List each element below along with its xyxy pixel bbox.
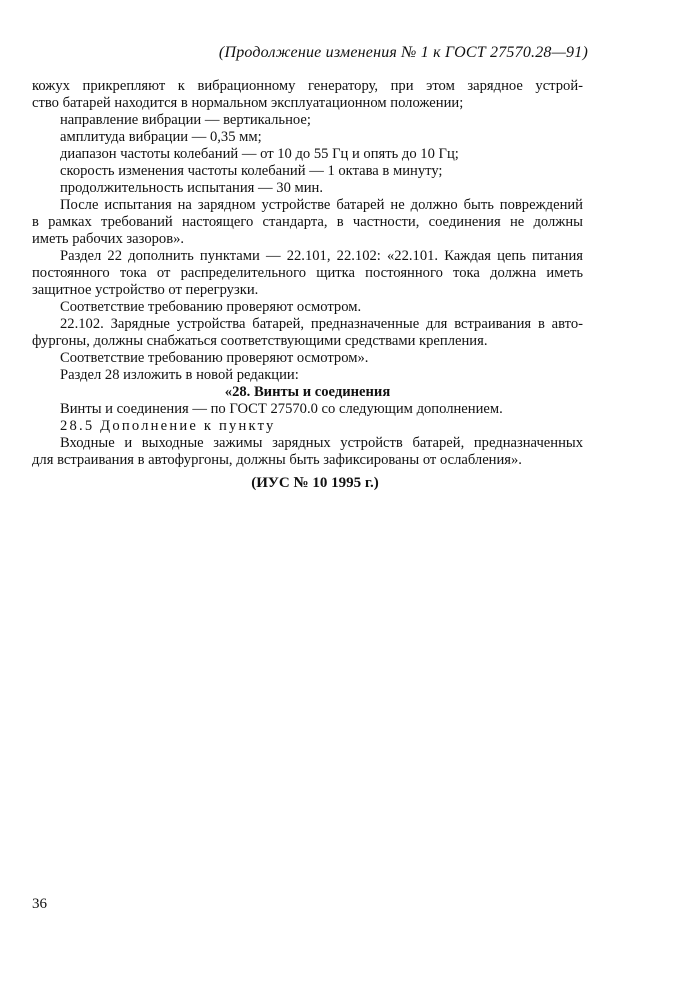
text-line: Винты и соединения — по ГОСТ 27570.0 со следующим дополнением. bbox=[60, 401, 503, 417]
text-line: 22.102. Зарядные устройства батарей, предназначенные для встраивания в авто- bbox=[60, 316, 583, 332]
publication-note: (ИУС № 10 1995 г.) bbox=[251, 475, 379, 491]
section-heading: «28. Винты и соединения bbox=[224, 384, 391, 400]
text-line: После испытания на зарядном устройстве батарей не должно быть повреждений bbox=[60, 197, 583, 213]
text-line: кожух прикрепляют к вибрационному генератору, при этом зарядное устрой- bbox=[32, 78, 583, 94]
text-line: Соответствие требованию проверяют осмотром. bbox=[60, 299, 362, 315]
text-line: иметь рабочих зазоров». bbox=[32, 231, 185, 247]
text-line: ство батарей находится в нормальном эксплуатационном положении; bbox=[32, 95, 464, 111]
text-line: диапазон частоты колебаний — от 10 до 55 Гц и опять до 10 Гц; bbox=[60, 146, 459, 162]
text-line: амплитуда вибрации — 0,35 мм; bbox=[60, 129, 262, 145]
text-line: постоянного тока от распределительного щитка постоянного тока должна иметь bbox=[32, 265, 583, 281]
text-line: Раздел 28 изложить в новой редакции: bbox=[60, 367, 299, 383]
text-line: Соответствие требованию проверяют осмотром». bbox=[60, 350, 369, 366]
text-line: защитное устройство от перегрузки. bbox=[32, 282, 259, 298]
text-line: направление вибрации — вертикальное; bbox=[60, 112, 311, 128]
text-line: для встраивания в автофургоны, должны быть зафиксированы от ослабления». bbox=[32, 452, 522, 468]
text-line: Раздел 22 дополнить пунктами — 22.101, 22.102: «22.101. Каждая цепь питания bbox=[60, 248, 583, 264]
text-line: фургоны, должны снабжаться соответствующими средствами крепления. bbox=[32, 333, 488, 349]
page-number: 36 bbox=[32, 896, 47, 912]
page-header: (Продолжение изменения № 1 к ГОСТ 27570.28—91) bbox=[218, 44, 588, 61]
text-line: продолжительность испытания — 30 мин. bbox=[60, 180, 324, 196]
body-text bbox=[32, 78, 583, 469]
text-line: в рамках требований настоящего стандарта, в частности, соединения не должны bbox=[32, 214, 583, 230]
text-line: Входные и выходные зажимы зарядных устройств батарей, предназначенных bbox=[60, 435, 583, 451]
text-line: 28.5 Дополнение к пункту bbox=[60, 418, 276, 434]
text-line: скорость изменения частоты колебаний — 1 октава в минуту; bbox=[60, 163, 443, 179]
